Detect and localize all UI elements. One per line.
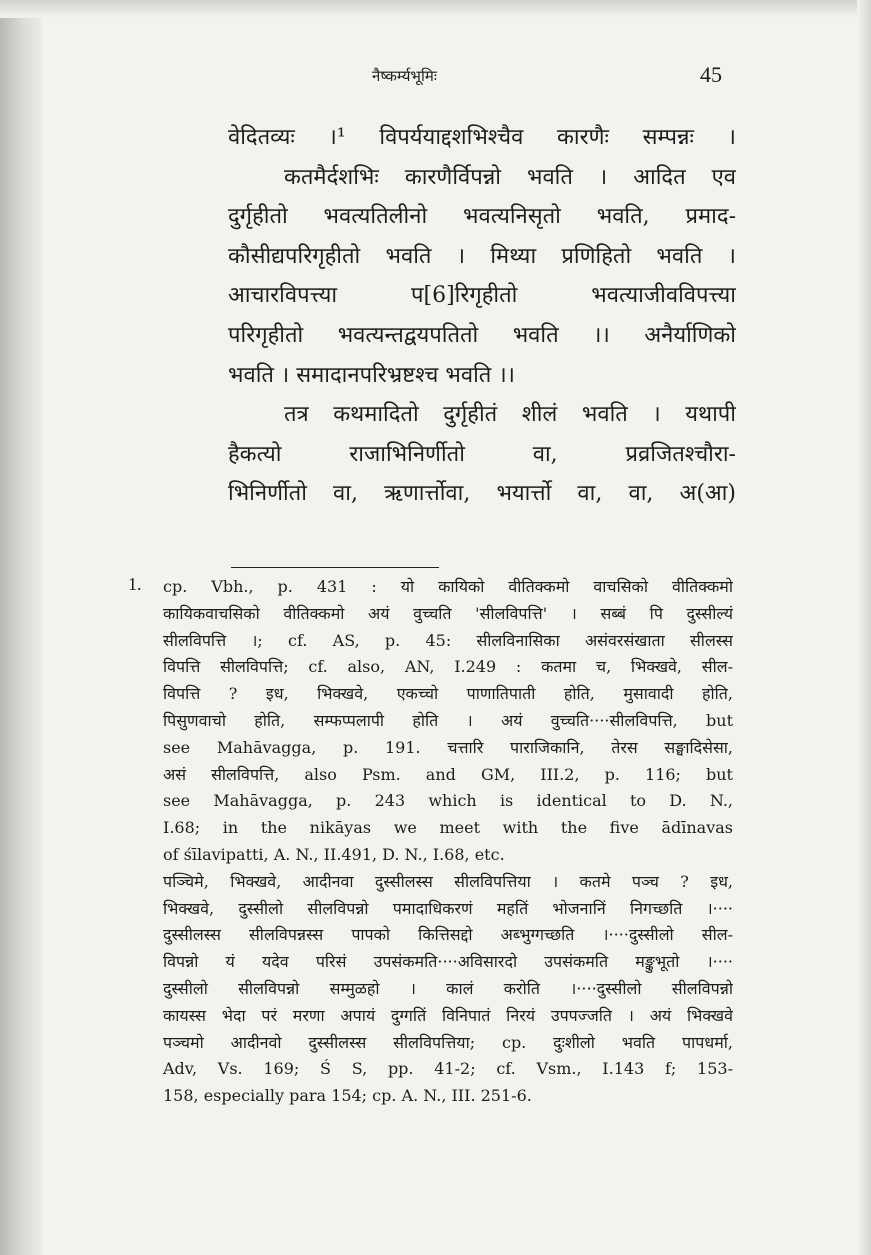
footnote-line: see Mahāvagga, p. 191. चत्तारि पाराजिकानि, तेरस सङ्घादिसेसा,	[163, 737, 733, 757]
footnote-line: कायिकवाचसिको वीतिक्कमो अयं वुच्चति 'सीलविपत्ति' । सब्बं पि दुस्सील्यं	[163, 603, 733, 623]
footnote-line: I.68; in the nikāyas we meet with the five ādīnavas	[163, 818, 733, 838]
main-line: तत्र कथमादितो दुर्गृहीतं शीलं भवति । यथापी	[284, 402, 736, 428]
footnote-line: सीलविपत्ति ।; cf. AS, p. 45: सीलविनासिका असंवरसंखाता सीलस्स	[163, 630, 733, 650]
footnote-line: भिक्खवे, दुस्सीलो सीलविपन्नो पमादाधिकरणं महतिं भोजनानिं निगच्छति ।····	[163, 898, 733, 918]
footnote-line: दुस्सीलो सीलविपन्नो सम्मुळहो । कालं करोति ।····दुस्सीलो सीलविपन्नो	[163, 978, 733, 998]
page-number: 45	[700, 62, 722, 87]
main-line: दुर्गृहीतो भवत्यतिलीनो भवत्यनिसृतो भवति, प्रमाद-	[228, 204, 736, 230]
footnote-line: 158, especially para 154; cp. A. N., III. 251-6.	[163, 1086, 532, 1106]
main-line: परिगृहीतो भवत्यन्तद्वयपतितो भवति ।। अनैर्याणिको	[228, 322, 736, 348]
main-line: कौसीद्यपरिगृहीतो भवति । मिथ्या प्रणिहितो भवति ।	[228, 243, 736, 269]
main-line: कतमैर्दशभिः कारणैर्विपन्नो भवति । आदित एव	[284, 164, 736, 190]
footnote-line: दुस्सीलस्स सीलविपन्नस्स पापको कित्तिसद्दो अब्भुग्गच्छति ।····दुस्सीलो सील-	[163, 925, 733, 945]
footnote-line: of śīlavipatti, A. N., II.491, D. N., I.68, etc.	[163, 844, 505, 864]
footnote-line: Adv, Vs. 169; Ś S, pp. 41-2; cf. Vsm., I.143 f; 153-	[163, 1059, 733, 1079]
running-title: नैष्कर्म्यभूमिः	[372, 67, 437, 85]
footnote-line: पञ्चमो आदीनवो दुस्सीलस्स सीलविपत्तिया; cp. दुःशीलो भवति पापधर्मा,	[163, 1032, 733, 1052]
main-line: हैकत्यो राजाभिनिर्णीतो वा, प्रव्रजितश्चौरा-	[228, 441, 736, 467]
main-line: भवति । समादानपरिभ्रष्टश्च भवति ।।	[228, 362, 516, 388]
main-line: भिनिर्णीतो वा, ऋणार्त्तोवा, भयार्त्तो वा, वा, अ(आ)	[228, 481, 736, 507]
scan-left-edge	[0, 0, 42, 1255]
main-line: वेदितव्यः ।¹ विपर्ययाद्दशभिश्चैव कारणैः सम्पन्नः ।	[228, 125, 736, 150]
footnote-line: पिसुणवाचो होति, सम्फप्पलापी होति । अयं वुच्चति····सीलविपत्ति, but	[163, 710, 733, 730]
footnote-line: विपत्ति सीलविपत्ति; cf. also, AN, I.249 : कतमा च, भिक्खवे, सील-	[163, 657, 733, 677]
footnote-block	[128, 574, 733, 1110]
main-text-block	[228, 118, 736, 514]
footnote-line: cp. Vbh., p. 431 : यो कायिको वीतिक्कमो वाचसिको वीतिक्कमो	[163, 577, 733, 596]
footnote-line: पञ्चिमे, भिक्खवे, आदीनवा दुस्सीलस्स सीलविपत्तिया । कतमे पञ्च ? इध,	[163, 871, 733, 891]
footnote-line: see Mahāvagga, p. 243 which is identical to D. N.,	[163, 791, 733, 811]
footnote-line: विपन्नो यं यदेव परिसं उपसंकमति····अविसारदो उपसंकमति मङ्कुभूतो ।····	[163, 952, 733, 972]
scan-right-edge	[857, 0, 871, 1255]
footnote-line: कायस्स भेदा परं मरणा अपायं दुग्गतिं विनिपातं निरयं उपपज्जति । अयं भिक्खवे	[163, 1005, 733, 1025]
main-line: आचारविपत्त्या प[6]रिगृहीतो भवत्याजीवविपत्त्या	[228, 283, 736, 309]
footnote-marker: 1.	[128, 574, 142, 594]
footnote-line: विपत्ति ? इध, भिक्खवे, एकच्चो पाणातिपाती होति, मुसावादी होति,	[163, 684, 733, 704]
footnote-line: असं सीलविपत्ति, also Psm. and GM, III.2, p. 116; but	[163, 764, 733, 784]
scan-top-edge	[0, 0, 871, 18]
footnote-rule	[231, 567, 439, 568]
